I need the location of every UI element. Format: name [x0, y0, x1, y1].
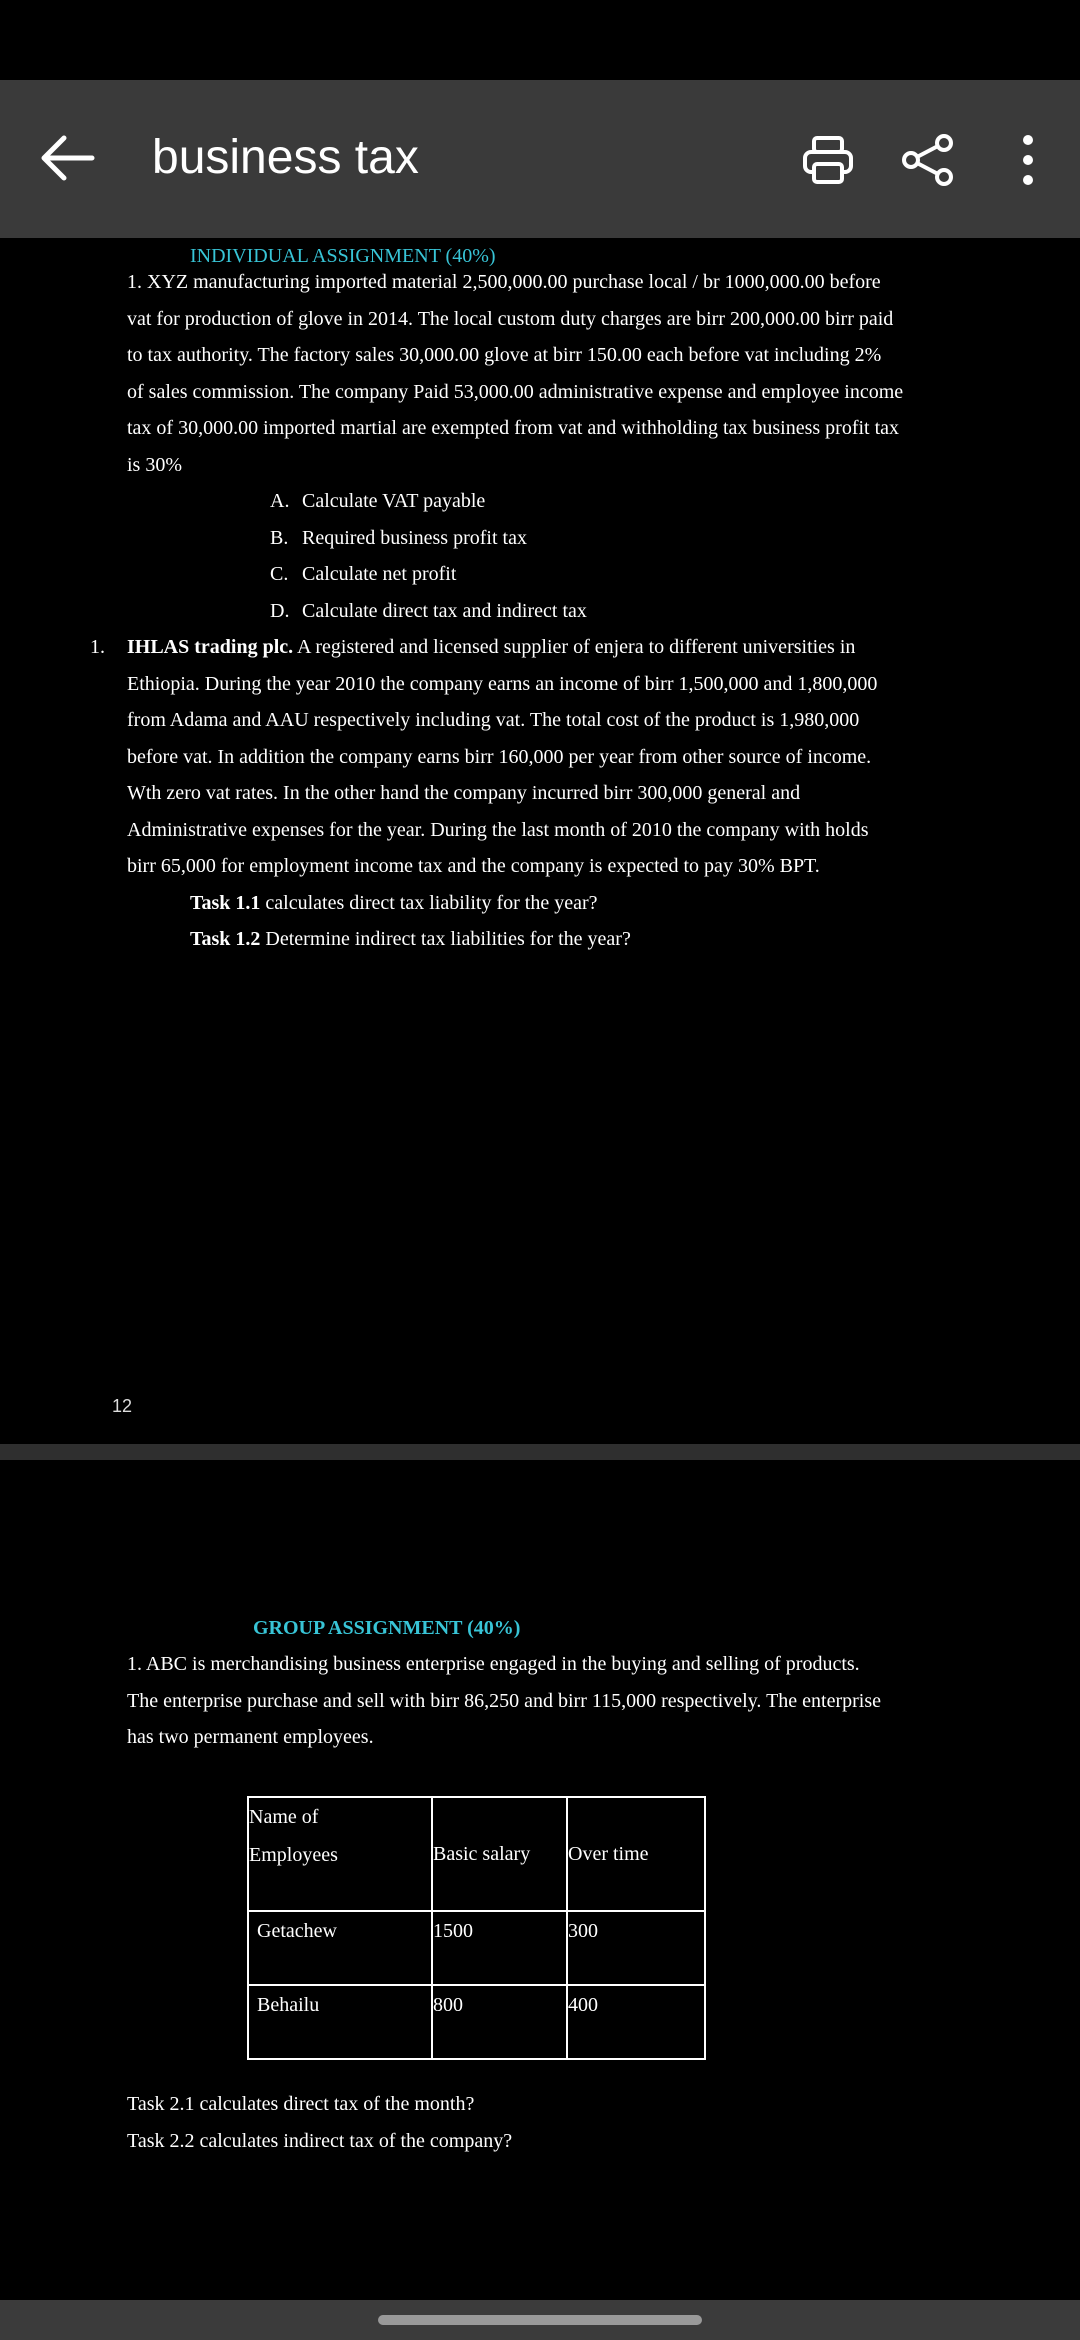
q1-task-text: Calculate net profit [302, 563, 457, 585]
q1-line: is 30% [127, 453, 182, 476]
q1-task-text: Calculate VAT payable [302, 490, 486, 512]
table-row [248, 1911, 705, 1985]
q1-task-letter: C. [270, 563, 289, 585]
q2-line: birr 65,000 for employment income tax and the company is expected to pay 30% BPT. [127, 855, 820, 877]
task-1-2 [190, 921, 631, 958]
group-q-line: has two permanent employees. [127, 1726, 374, 1748]
q1-task-letter: A. [270, 490, 290, 512]
q2-line: Administrative expenses for the year. During the last month of 2010 the company with holds [127, 818, 869, 841]
q1-line: tax of 30,000.00 imported martial are exempted from vat and withholding tax business profit tax [127, 417, 900, 439]
task-1-2-text: Determine indirect tax liabilities for the year? [260, 928, 631, 950]
q1-line: to tax authority. The factory sales 30,000.00 glove at birr 150.00 each before vat including 2% [127, 344, 882, 366]
employees-table [247, 1796, 706, 2060]
q2-line: Ethiopia. During the year 2010 the company earns an income of birr 1,500,000 and 1,800,000 [127, 672, 878, 695]
table-cell: 800 [432, 1985, 567, 2059]
q2-line: before vat. In addition the company earns birr 160,000 per year from other source of income. [127, 745, 872, 768]
page-separator [0, 1444, 1080, 1460]
q2-first-rest: A registered and licensed supplier of enjera to different universities in [293, 636, 856, 658]
q1-task-letter: B. [270, 526, 289, 549]
home-gesture-handle[interactable] [378, 2315, 702, 2325]
individual-assignment-heading: INDIVIDUAL ASSIGNMENT (40%) [190, 245, 496, 267]
q1-line: 1. XYZ manufacturing imported material 2,500,000.00 purchase local / br 1000,000.00 before [127, 271, 881, 293]
q1-line: of sales commission. The company Paid 53,000.00 administrative expense and employee income [127, 380, 904, 403]
q2-line: Wth zero vat rates. In the other hand the company incurred birr 300,000 general and [127, 782, 801, 804]
header-name-line1: Name of [249, 1806, 319, 1828]
q1-task-text: Required business profit tax [302, 526, 527, 549]
table-cell: 400 [567, 1985, 705, 2059]
table-cell: 1500 [432, 1911, 567, 1985]
table-cell: Getachew [248, 1911, 432, 1985]
table-cell: 300 [567, 1911, 705, 1985]
document-page-2[interactable] [0, 1460, 1080, 2300]
share-icon[interactable] [892, 124, 964, 196]
back-arrow-icon[interactable] [36, 126, 100, 190]
task-2-2: Task 2.2 calculates indirect tax of the company? [127, 2129, 513, 2152]
more-vert-icon[interactable] [992, 124, 1064, 196]
group-q-line: The enterprise purchase and sell with birr 86,250 and birr 115,000 respectively. The enterprise [127, 1689, 882, 1712]
q2-company-name: IHLAS trading plc. [127, 636, 294, 658]
document-page-1[interactable] [0, 238, 1080, 1444]
q1-task-letter: D. [270, 599, 290, 622]
task-2-1: Task 2.1 calculates direct tax of the month? [127, 2093, 475, 2115]
table-cell: Behailu [248, 1985, 432, 2059]
task-1-1-text: calculates direct tax liability for the year? [260, 891, 598, 914]
group-assignment-heading: GROUP ASSIGNMENT (40%) [253, 1617, 521, 1639]
q2-first-line [127, 629, 855, 666]
page-number: 12 [112, 1396, 133, 1416]
q1-line: vat for production of glove in 2014. The local custom duty charges are birr 200,000.00 birr paid [127, 307, 894, 330]
q1-task-text: Calculate direct tax and indirect tax [302, 599, 587, 622]
print-icon[interactable] [792, 124, 864, 196]
group-q-line: 1. ABC is merchandising business enterprise engaged in the buying and selling of products. [127, 1653, 860, 1675]
navigation-bar [0, 2300, 1080, 2340]
document-title: business tax [152, 131, 419, 184]
table-header-row [248, 1797, 705, 1911]
status-bar [0, 0, 1080, 80]
q2-line: from Adama and AAU respectively including vat. The total cost of the product is 1,980,000 [127, 709, 860, 731]
table-header-cell [248, 1797, 432, 1911]
table-header-cell: Basic salary [432, 1797, 567, 1911]
task-1-1 [190, 885, 597, 922]
task-1-2-label: Task 1.2 [190, 928, 261, 950]
table-row [248, 1985, 705, 2059]
header-name-line2: Employees [249, 1844, 338, 1866]
app-bar [0, 80, 1080, 238]
task-1-1-label: Task 1.1 [190, 891, 261, 914]
table-header-cell: Over time [567, 1797, 705, 1911]
q2-number: 1. [90, 636, 105, 658]
